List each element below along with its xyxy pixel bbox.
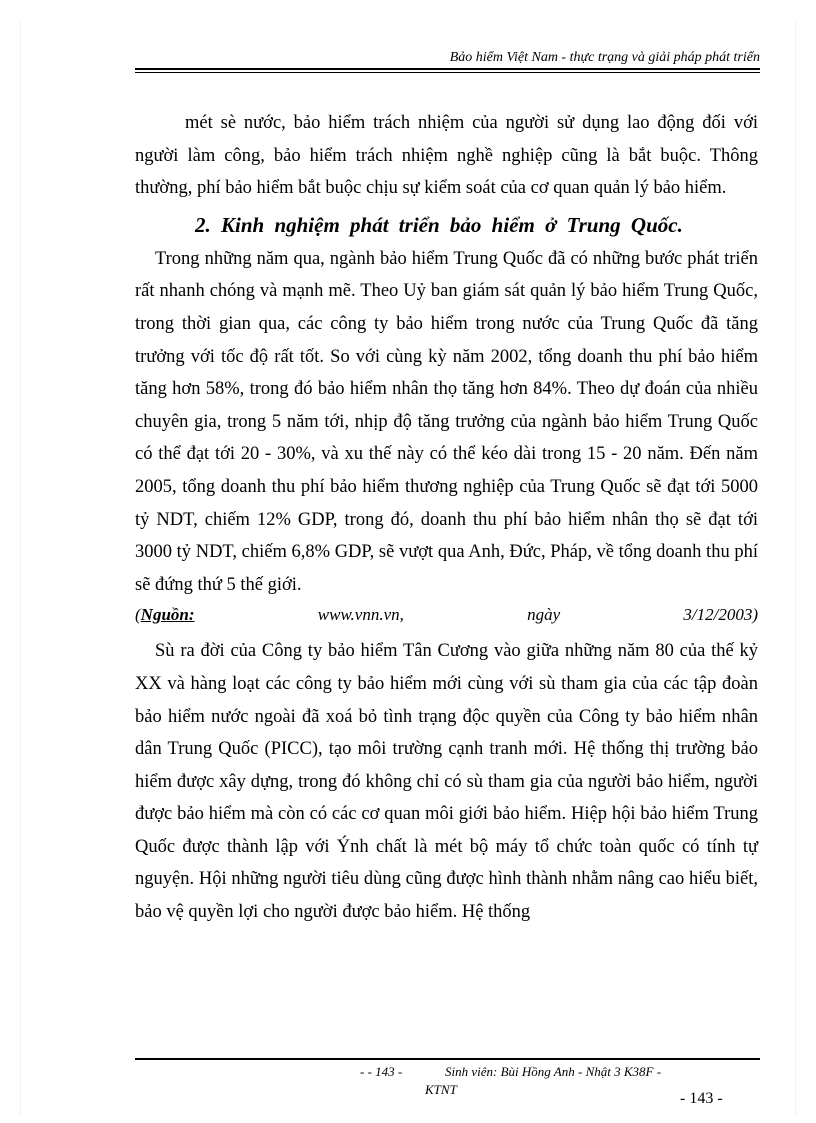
footer-ktnt: KTNT [425, 1082, 457, 1097]
source-label: Nguồn: [140, 605, 195, 625]
source-day-word: ngày [527, 605, 561, 625]
paragraph-2: Trong những năm qua, ngành bảo hiểm Trung Quốc đã có những bước phát triển rất nhanh chóng và mạnh mẽ. Theo Uỷ ban giám sát quản lý bảo hiểm Trung Quốc, trong thời gian qua, các công ty bảo hiểm trong nước của Trung Quốc đã tăng trưởng với tốc độ rất tốt. So với cùng kỳ năm 2002, tổng doanh thu phí bảo hiểm tăng hơn 58%, trong đó bảo hiểm nhân thọ tăng hơn 84%. Theo dự đoán của nhiều chuyên gia, trong 5 năm tới, nhịp độ tăng trưởng của ngành bảo hiểm Trung Quốc có thể đạt tới 20 - 30%, và xu thế này có thể kéo dài trong 15 - 20 năm. Đến năm 2005, tổng doanh thu phí bảo hiểm thương nghiệp của Trung Quốc sẽ đạt tới 5000 tỷ NDT, chiếm 12% GDP, trong đó, doanh thu phí bảo hiểm nhân thọ sẽ đạt tới 3000 tỷ NDT, chiếm 6,8% GDP, sẽ vượt qua Anh, Đức, Pháp, về tổng doanh thu phí sẽ đứng thứ 5 thế giới. [135, 248, 758, 595]
source-citation [135, 601, 758, 629]
header-rule-thin [135, 72, 760, 73]
footer-rule [135, 1058, 760, 1060]
footer-student: Sinh viên: Bùi Hồng Anh - Nhật 3 K38F - [445, 1064, 662, 1079]
page-number: - 143 - [680, 1090, 723, 1107]
section-heading: 2. Kinh nghiệm phát triển bảo hiểm ở Trung Quốc. [195, 212, 683, 237]
header-rule [135, 68, 760, 70]
source-site: www.vnn.vn, [317, 605, 404, 625]
paragraph-1: mét sè nước, bảo hiểm trách nhiệm của người sử dụng lao động đối với người làm công, bảo hiểm trách nhiệm nghề nghiệp cũng là bắt buộc. Thông thường, phí bảo hiểm bắt buộc chịu sự kiểm soát của cơ quan quản lý bảo hiểm. [135, 113, 758, 199]
source-label-wrap [135, 601, 195, 629]
source-open-paren: ( [135, 605, 141, 625]
source-date: 3/12/2003) [683, 605, 758, 625]
footer-page-label: - - 143 - [360, 1064, 403, 1079]
running-header: Bảo hiểm Việt Nam - thực trạng và giải pháp phát triển [449, 50, 760, 65]
paragraph-3: Sù ra đời của Công ty bảo hiểm Tân Cương vào giữa những năm 80 của thế kỷ XX và hàng loạt các công ty bảo hiểm mới cùng với sù tham gia của các tập đoàn bảo hiểm nước ngoài đã xoá bỏ tình trạng độc quyền của Công ty bảo hiểm nhân dân Trung Quốc (PICC), tạo môi trường cạnh tranh mới. Hệ thống thị trường bảo hiểm được xây dựng, trong đó không chỉ có sù tham gia của người bảo hiểm, người được bảo hiểm mà còn có các cơ quan môi giới bảo hiểm. Hiệp hội bảo hiểm Trung Quốc được thành lập với Ýnh chất là mét bộ máy tổ chức toàn quốc có tính tự nguyện. Hội những người tiêu dùng cũng được hình thành nhằm nâng cao hiểu biết, bảo vệ quyền lợi cho người được bảo hiểm. Hệ thống [135, 641, 758, 923]
document-body [135, 107, 758, 929]
